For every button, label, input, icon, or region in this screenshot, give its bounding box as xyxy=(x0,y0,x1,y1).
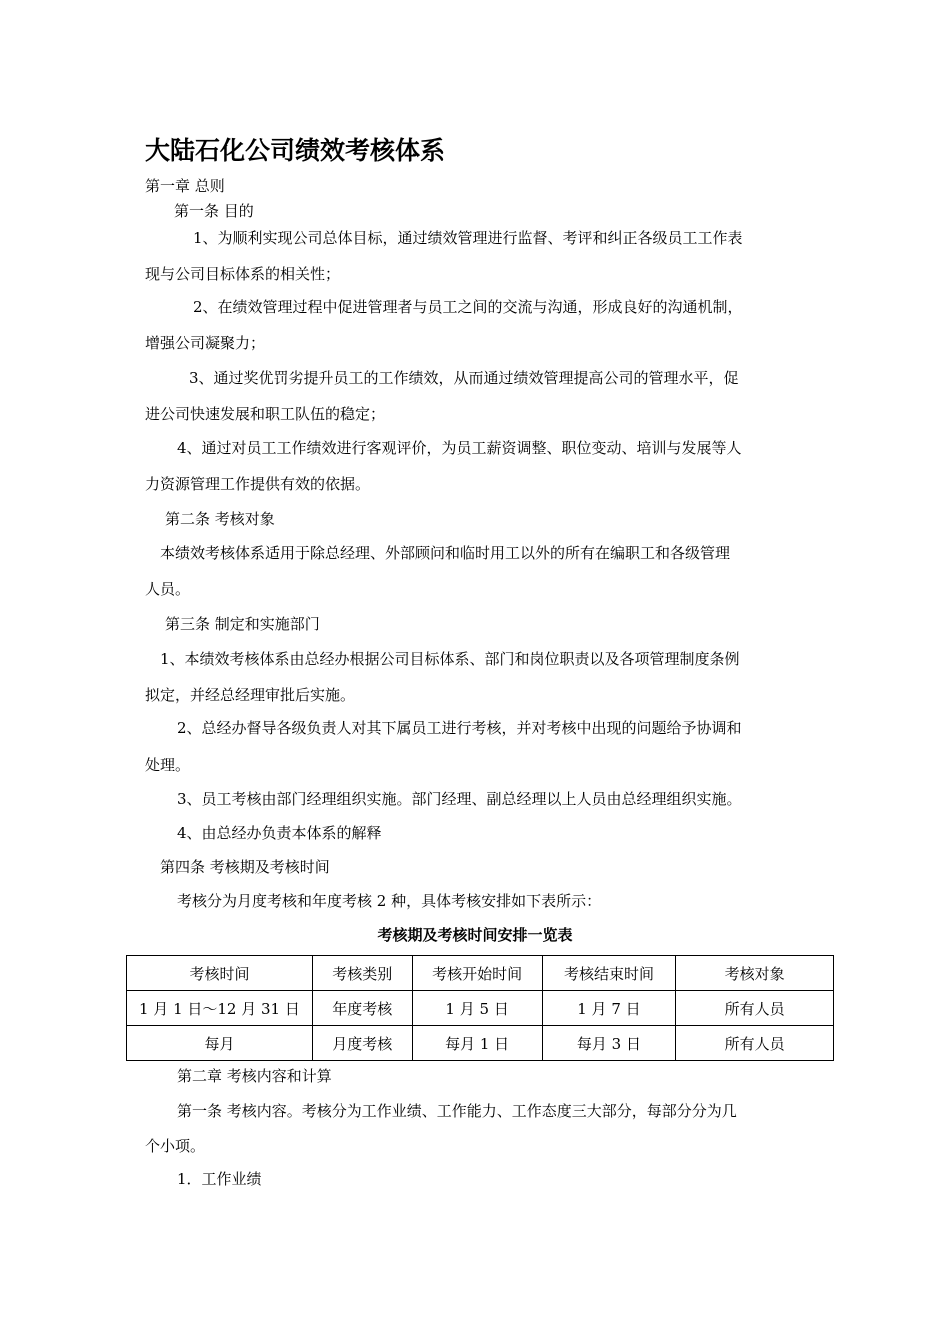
table-header-cell: 考核结束时间 xyxy=(542,956,676,991)
paragraph-line: 处理。 xyxy=(145,756,191,774)
table-cell: 所有人员 xyxy=(676,991,834,1026)
table-row xyxy=(127,991,834,1026)
table-header-cell: 考核对象 xyxy=(676,956,834,991)
paragraph-line: 力资源管理工作提供有效的依据。 xyxy=(145,475,371,493)
paragraph-line: 2、在绩效管理过程中促进管理者与员工之间的交流与沟通，形成良好的沟通机制， xyxy=(193,298,743,316)
paragraph-line: 拟定，并经总经理审批后实施。 xyxy=(145,686,356,704)
paragraph-line: 增强公司凝聚力； xyxy=(145,334,266,352)
article-heading: 第一条 目的 xyxy=(174,202,254,220)
table-header-cell: 考核开始时间 xyxy=(412,956,542,991)
paragraph-line: 考核分为月度考核和年度考核 2 种，具体考核安排如下表所示： xyxy=(177,892,602,910)
paragraph-line: 第一条 考核内容。考核分为工作业绩、工作能力、工作态度三大部分，每部分分为几 xyxy=(177,1102,737,1120)
table-cell: 年度考核 xyxy=(312,991,412,1026)
chapter-heading: 第二章 考核内容和计算 xyxy=(177,1067,332,1085)
table-row xyxy=(127,1026,834,1061)
paragraph-line: 本绩效考核体系适用于除总经理、外部顾问和临时用工以外的所有在编职工和各级管理 xyxy=(160,544,731,562)
paragraph-line: 3、员工考核由部门经理组织实施。部门经理、副总经理以上人员由总经理组织实施。 xyxy=(177,790,742,808)
table-header-row xyxy=(127,956,834,991)
article-heading: 第四条 考核期及考核时间 xyxy=(160,858,330,876)
paragraph-line: 1、本绩效考核体系由总经办根据公司目标体系、部门和岗位职责以及各项管理制度条例 xyxy=(160,650,740,668)
paragraph-line: 3、通过奖优罚劣提升员工的工作绩效，从而通过绩效管理提高公司的管理水平，促 xyxy=(189,369,739,387)
paragraph-line: 4、通过对员工工作绩效进行客观评价，为员工薪资调整、职位变动、培训与发展等人 xyxy=(177,439,742,457)
table-cell: 每月 3 日 xyxy=(542,1026,676,1061)
paragraph-line: 个小项。 xyxy=(145,1137,206,1155)
paragraph-line: 1、为顺利实现公司总体目标，通过绩效管理进行监督、考评和纠正各级员工工作表 xyxy=(193,229,743,247)
paragraph-line: 人员。 xyxy=(145,580,191,598)
paragraph-line: 2、总经办督导各级负责人对其下属员工进行考核，并对考核中出现的问题给予协调和 xyxy=(177,719,742,737)
subsection-heading: 1．工作业绩 xyxy=(177,1170,262,1188)
table-cell: 所有人员 xyxy=(676,1026,834,1061)
schedule-table xyxy=(126,955,834,1061)
table-caption: 考核期及考核时间安排一览表 xyxy=(377,926,573,944)
table-cell: 1 月 1 日～12 月 31 日 xyxy=(127,991,313,1026)
table-cell: 月度考核 xyxy=(312,1026,412,1061)
table-cell: 每月 xyxy=(127,1026,313,1061)
article-heading: 第三条 制定和实施部门 xyxy=(165,615,320,633)
document-title: 大陆石化公司绩效考核体系 xyxy=(145,136,446,165)
table-cell: 1 月 7 日 xyxy=(542,991,676,1026)
chapter-heading: 第一章 总则 xyxy=(145,177,225,195)
paragraph-line: 现与公司目标体系的相关性； xyxy=(145,265,341,283)
paragraph-line: 进公司快速发展和职工队伍的稳定； xyxy=(145,405,386,423)
table-cell: 1 月 5 日 xyxy=(412,991,542,1026)
table-cell: 每月 1 日 xyxy=(412,1026,542,1061)
paragraph-line: 4、由总经办负责本体系的解释 xyxy=(177,824,382,842)
table-header-cell: 考核类别 xyxy=(312,956,412,991)
table-header-cell: 考核时间 xyxy=(127,956,313,991)
article-heading: 第二条 考核对象 xyxy=(165,510,275,528)
